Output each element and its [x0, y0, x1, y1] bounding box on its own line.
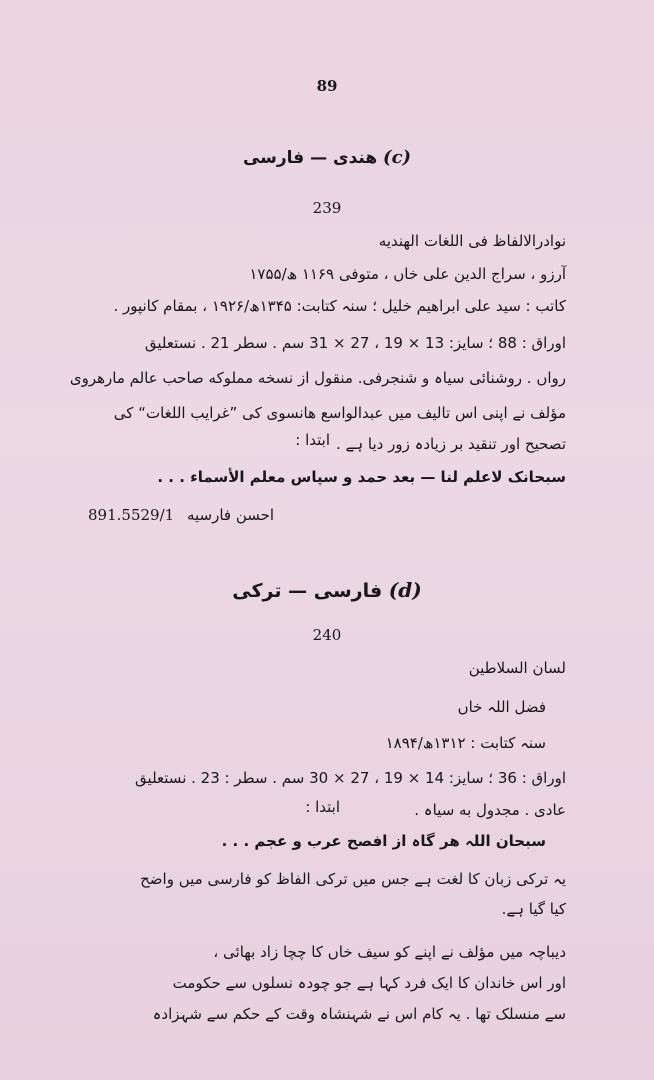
entry-240-desc-line2: کیا گیا ہے.	[501, 900, 566, 918]
section-c-heading-text: ھندی — فارسی	[242, 148, 378, 168]
entry-239-script: رواں . روشنائی سیاہ و شنجرفی. منقول از نسخه مملوکه صاحب عالم مارهروی	[69, 369, 566, 387]
entry-240-para-line2: اور اس خاندان کا ایک فرد کہا ہے جو چودہ نسلوں سے حکومت	[172, 974, 566, 992]
entry-239-incipit: سبحانک لاعلم لنا — بعد حمد و سپاس معلم الأسماء . . .	[157, 468, 566, 486]
entry-240-script: عادی . مجدول به سیاہ .	[414, 801, 566, 819]
page-number: 89	[316, 77, 338, 95]
entry-240-ibtida-label: ابتدا :	[305, 798, 340, 816]
entry-number-239: 239	[312, 199, 342, 217]
entry-239-shelfmark: 891.5529/1	[88, 506, 175, 524]
section-d-heading	[0, 580, 654, 601]
entry-239-shelfmark-row	[88, 505, 388, 525]
entry-240-para-line3: سے منسلک تھا . یہ کام اس نے شہنشاہ وقت کے حکم سے شہزادہ	[152, 1005, 566, 1023]
entry-240-incipit: سبحان اللہ هر گاہ از افصح عرب و عجم . . .	[221, 832, 546, 850]
entry-number-240: 240	[312, 626, 342, 644]
entry-239-scribe: کاتب : سید علی ابراهیم خلیل ؛ سنہ کتابت: ۱۳۴۵ھ/۱۹۲۶ ، بمقام کانپور .	[113, 297, 566, 315]
section-c-letter: (c)	[383, 147, 412, 168]
entry-239-ibtida-label: ابتدا :	[295, 431, 330, 449]
entry-240-author: فضل اللہ خاں	[457, 698, 546, 716]
entry-239-folios: اوراق : 88 ؛ سایز: 13 × 19 ، 27 × 31 سم . سطر 21 . نستعلیق	[144, 334, 566, 352]
entry-240-title: لسان السلاطین	[468, 659, 566, 677]
entry-239-note-line2: تصحیح اور تنقید بر زیادہ زور دیا ہے .	[336, 435, 566, 453]
section-d-letter: (d)	[388, 578, 422, 602]
section-d-heading-text: فارسی — ترکی	[232, 580, 383, 602]
entry-240-para-line1: دیباچہ میں مؤلف نے اپنے کو سیف خاں کا چچا زاد بھائی ،	[213, 943, 566, 961]
entry-240-date: سنہ کتابت : ۱۳۱۲ھ/۱۸۹۴	[385, 734, 546, 752]
section-c-heading	[0, 148, 654, 168]
entry-239-author: آرزو ، سراج الدین علی خاں ، متوفی ۱۱۶۹ ھ/۱۷۵۵	[249, 265, 566, 283]
entry-240-desc-line1: یہ ترکی زبان کا لغت ہے جس میں ترکی الفاظ کو فارسی میں واضح	[140, 870, 566, 888]
entry-239-collection: احسن فارسیه	[186, 506, 275, 524]
entry-239-title: نوادرالالفاظ فی اللغات الهندیه	[378, 232, 566, 250]
entry-240-folios: اوراق : 36 ؛ سایز: 14 × 19 ، 27 × 30 سم . سطر : 23 . نستعلیق	[135, 769, 566, 787]
entry-239-note-line1: مؤلف نے اپنی اس تالیف میں عبدالواسع هانسوی کی ”غرایب اللغات“ کی	[113, 404, 566, 422]
